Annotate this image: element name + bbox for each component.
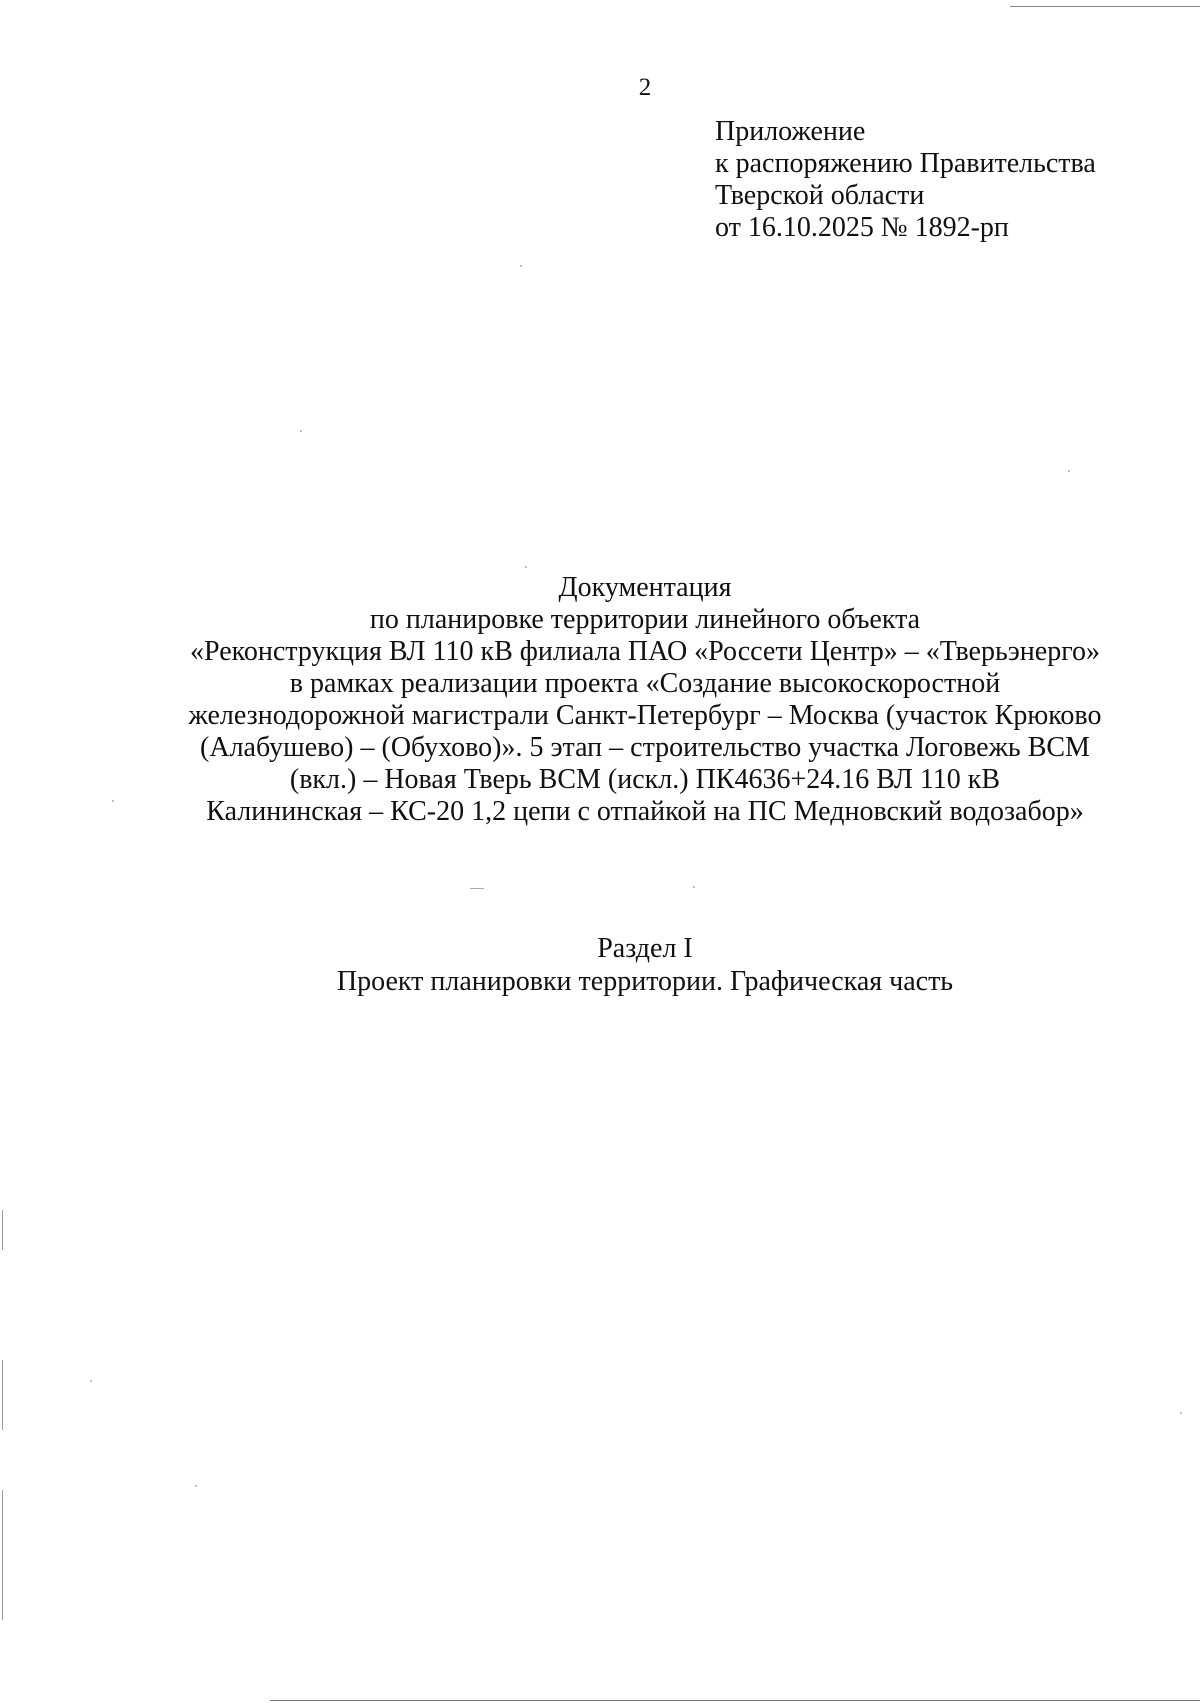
scan-speck	[1180, 1412, 1182, 1414]
title-line: (вкл.) – Новая Тверь ВСМ (искл.) ПК4636+24.16 ВЛ 110 кВ	[289, 764, 1001, 795]
title-line: «Реконструкция ВЛ 110 кВ филиала ПАО «Россети Центр» – «Тверьэнерго»	[190, 636, 1100, 667]
title-line: в рамках реализации проекта «Создание высокоскоростной	[289, 668, 1001, 699]
title-line: Документация	[558, 572, 732, 603]
scan-speck	[525, 566, 527, 568]
title-line: (Алабушево) – (Обухово)». 5 этап – строительство участка Логовежь ВСМ	[200, 732, 1090, 763]
title-line: железнодорожной магистрали Санкт-Петербург – Москва (участок Крюково	[188, 700, 1102, 731]
scan-edge-line-top	[1010, 6, 1200, 7]
appendix-line: Приложение	[715, 116, 866, 147]
page-number: 2	[638, 74, 652, 101]
scan-speck	[195, 1485, 197, 1487]
scan-speck	[520, 265, 522, 267]
document-title	[60, 572, 1200, 828]
title-line: Калининская – КС-20 1,2 цепи с отпайкой на ПС Медновский водозабор»	[206, 796, 1084, 827]
section-title: Проект планировки территории. Графическая часть	[336, 966, 954, 997]
appendix-line: от 16.10.2025 № 1892-рп	[715, 212, 1009, 243]
appendix-block	[715, 116, 1096, 244]
scan-speck	[90, 1380, 92, 1382]
title-line: по планировке территории линейного объекта	[369, 604, 921, 635]
appendix-line: к распоряжению Правительства	[715, 148, 1096, 179]
scan-speck	[470, 888, 484, 889]
section-heading	[60, 932, 1200, 998]
section-number: Раздел I	[597, 933, 693, 964]
scan-edge-line-left	[2, 1490, 3, 1620]
scan-edge-line-left	[2, 1210, 3, 1250]
scan-speck	[1068, 470, 1070, 472]
scan-speck	[300, 430, 302, 432]
scan-edge-line-bottom	[270, 1700, 1200, 1701]
appendix-line: Тверской области	[715, 180, 925, 211]
scan-edge-line-left	[2, 1360, 3, 1430]
scan-speck	[693, 886, 695, 888]
